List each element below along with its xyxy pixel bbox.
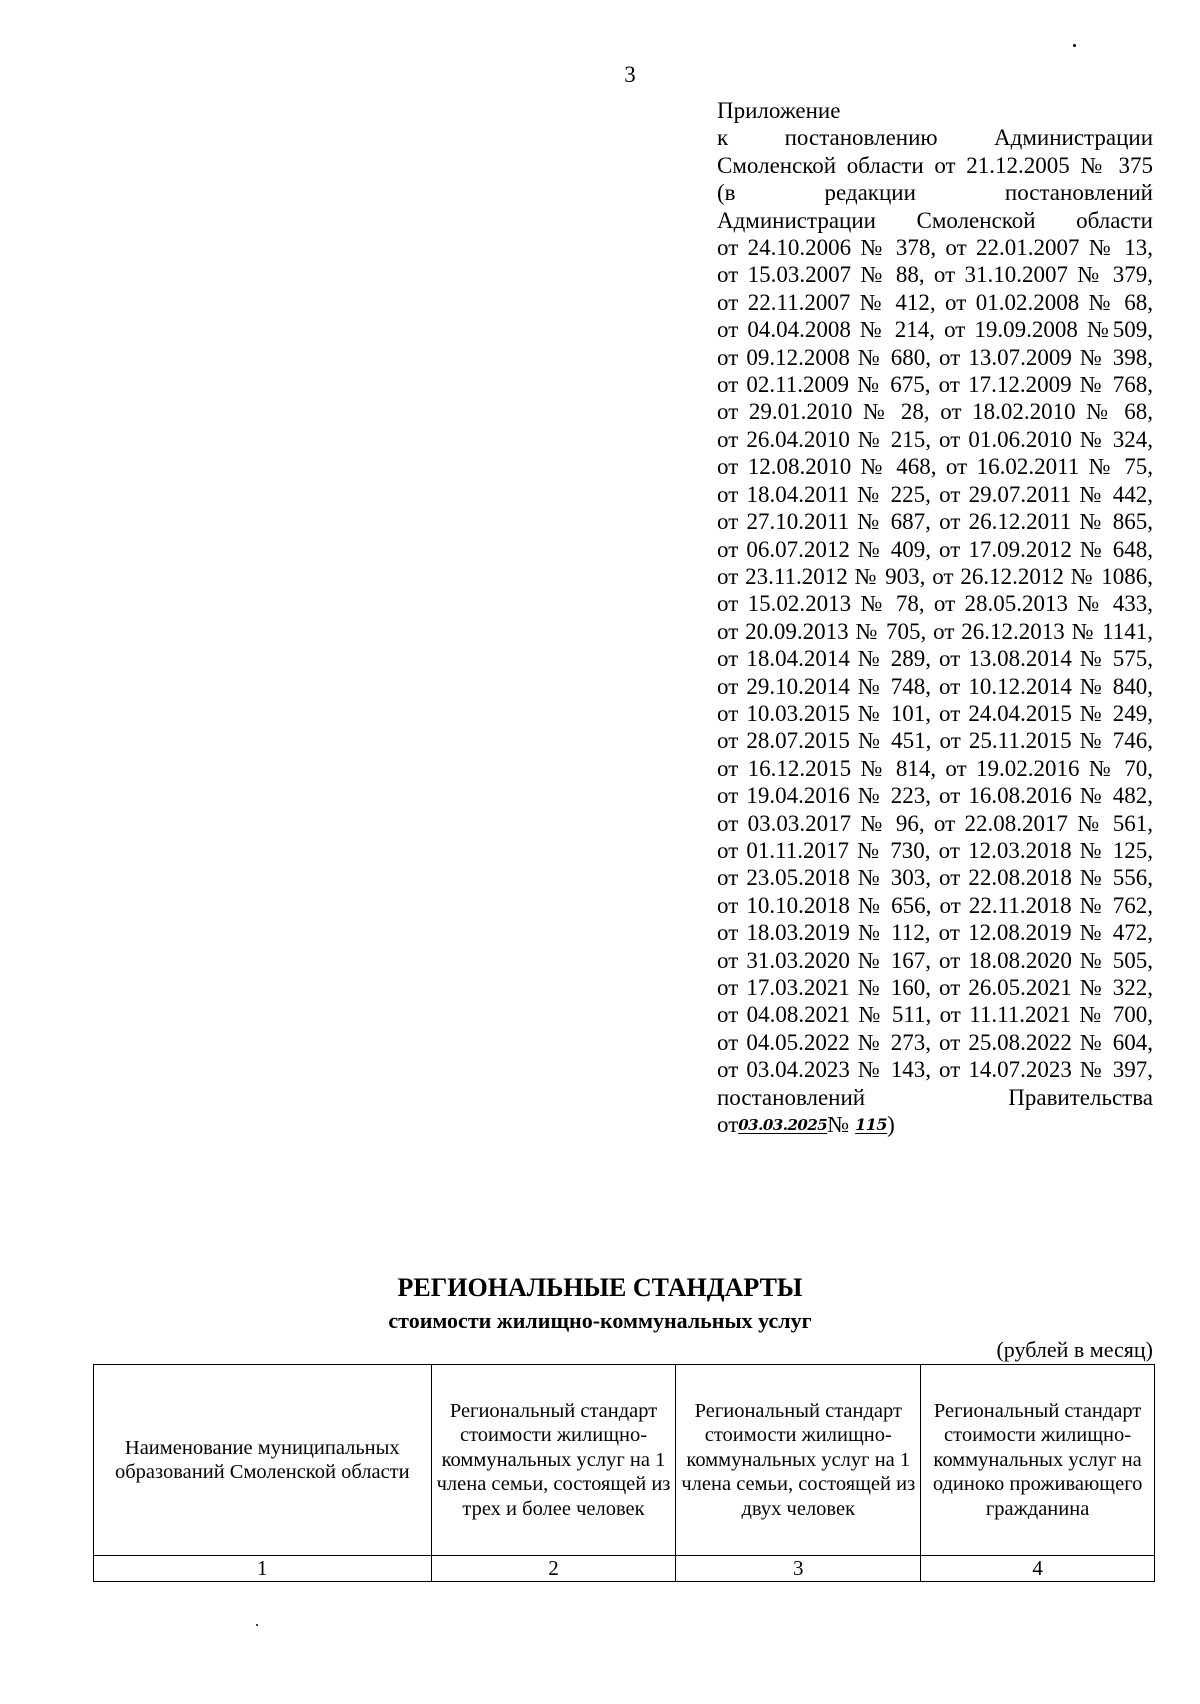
appendix-line: от 18.04.2014 № 289, от 13.08.2014 № 575, [717,646,1153,672]
appendix-line: от 27.10.2011 № 687, от 26.12.2011 № 865, [717,509,1153,535]
appendix-line: от 22.11.2007 № 412, от 01.02.2008 № 68, [717,289,1153,315]
appendix-line: от 28.07.2015 № 451, от 25.11.2015 № 746, [717,728,1153,754]
appendix-line: от 29.01.2010 № 28, от 18.02.2010 № 68, [717,399,1153,425]
appendix-line: постановлений Правительства [717,1084,1153,1110]
appendix-line: от 06.07.2012 № 409, от 17.09.2012 № 648, [717,536,1153,562]
header-single-citizen: Региональный стандарт стоимости жилищно-коммунальных услуг на одиноко проживающего гражданина [921,1365,1155,1556]
page-number: 3 [624,62,636,87]
appendix-line: Смоленской области от 21.12.2005 № 375 [717,152,1153,178]
appendix-line: от 15.03.2007 № 88, от 31.10.2007 № 379, [717,262,1153,288]
appendix-line: (в редакции постановлений [717,180,1153,206]
appendix-line: от 23.11.2012 № 903, от 26.12.2012 № 1086, [717,563,1153,589]
last-line-prefix: от [717,1112,739,1138]
column-number: 3 [676,1556,921,1582]
appendix-line: от 29.10.2014 № 748, от 10.12.2014 № 840, [717,673,1153,699]
column-number: 2 [431,1556,676,1582]
appendix-line: от 10.03.2015 № 101, от 24.04.2015 № 249, [717,700,1153,726]
column-number: 4 [921,1556,1155,1582]
appendix-line: Приложение [717,98,841,123]
appendix-line: от 04.05.2022 № 273, от 25.08.2022 № 604, [717,1029,1153,1055]
appendix-line: к постановлению Администрации [717,125,1153,151]
header-municipality: Наименование муниципальных образований Смоленской области [94,1365,432,1556]
appendix-line: от 19.04.2016 № 223, от 16.08.2016 № 482, [717,783,1153,809]
number-sign: № [827,1112,850,1138]
appendix-last-line [717,1111,1153,1139]
appendix-line: от 04.08.2021 № 511, от 11.11.2021 № 700, [717,1002,1153,1028]
appendix-line: от 18.03.2019 № 112, от 12.08.2019 № 472, [717,920,1153,946]
appendix-line: от 15.02.2013 № 78, от 28.05.2013 № 433, [717,591,1153,617]
appendix-line: от 01.11.2017 № 730, от 12.03.2018 № 125, [717,837,1153,863]
appendix-line: от 02.11.2009 № 675, от 17.12.2009 № 768, [717,372,1153,398]
appendix-block [717,97,1153,1139]
appendix-line: от 03.03.2017 № 96, от 22.08.2017 № 561, [717,810,1153,836]
appendix-line: Администрации Смоленской области [717,207,1153,233]
table-column-numbers-row [94,1556,1155,1582]
appendix-line: от 09.12.2008 № 680, от 13.07.2009 № 398, [717,344,1153,370]
appendix-line: от 17.03.2021 № 160, от 26.05.2021 № 322, [717,975,1153,1000]
document-title: РЕГИОНАЛЬНЫЕ СТАНДАРТЫ [397,1273,803,1302]
appendix-line: от 26.04.2010 № 215, от 01.06.2010 № 324, [717,426,1153,452]
appendix-line: от 18.04.2011 № 225, от 29.07.2011 № 442, [717,481,1153,507]
closing-paren: ) [887,1112,895,1138]
appendix-line: от 24.10.2006 № 378, от 22.01.2007 № 13, [717,235,1153,261]
header-family-two: Региональный стандарт стоимости жилищно-коммунальных услуг на 1 члена семьи, состоящей из двух человек [676,1365,921,1556]
handwritten-date: 03.03.2025 [738,1116,828,1135]
standards-table [93,1364,1155,1582]
appendix-line: от 04.04.2008 № 214, от 19.09.2008 №509, [717,317,1153,343]
appendix-line: от 23.05.2018 № 303, от 22.08.2018 № 556, [717,865,1153,891]
document-subtitle: стоимости жилищно-коммунальных услуг [388,1308,812,1333]
scan-speck [1073,44,1076,47]
handwritten-number: 115 [855,1115,888,1135]
appendix-line: от 20.09.2013 № 705, от 26.12.2013 № 1141, [717,618,1153,644]
appendix-line: от 16.12.2015 № 814, от 19.02.2016 № 70, [717,755,1153,781]
units-label: (рублей в месяц) [996,1337,1153,1362]
table-header-row [94,1365,1155,1556]
appendix-line: от 10.10.2018 № 656, от 22.11.2018 № 762, [717,892,1153,918]
appendix-line: от 03.04.2023 № 143, от 14.07.2023 № 397, [717,1057,1153,1083]
header-family-three-plus: Региональный стандарт стоимости жилищно-коммунальных услуг на 1 члена семьи, состоящей из трех и более человек [431,1365,676,1556]
scan-speck [256,1624,258,1626]
appendix-line: от 31.03.2020 № 167, от 18.08.2020 № 505, [717,947,1153,973]
column-number: 1 [94,1556,432,1582]
appendix-line: от 12.08.2010 № 468, от 16.02.2011 № 75, [717,454,1153,480]
